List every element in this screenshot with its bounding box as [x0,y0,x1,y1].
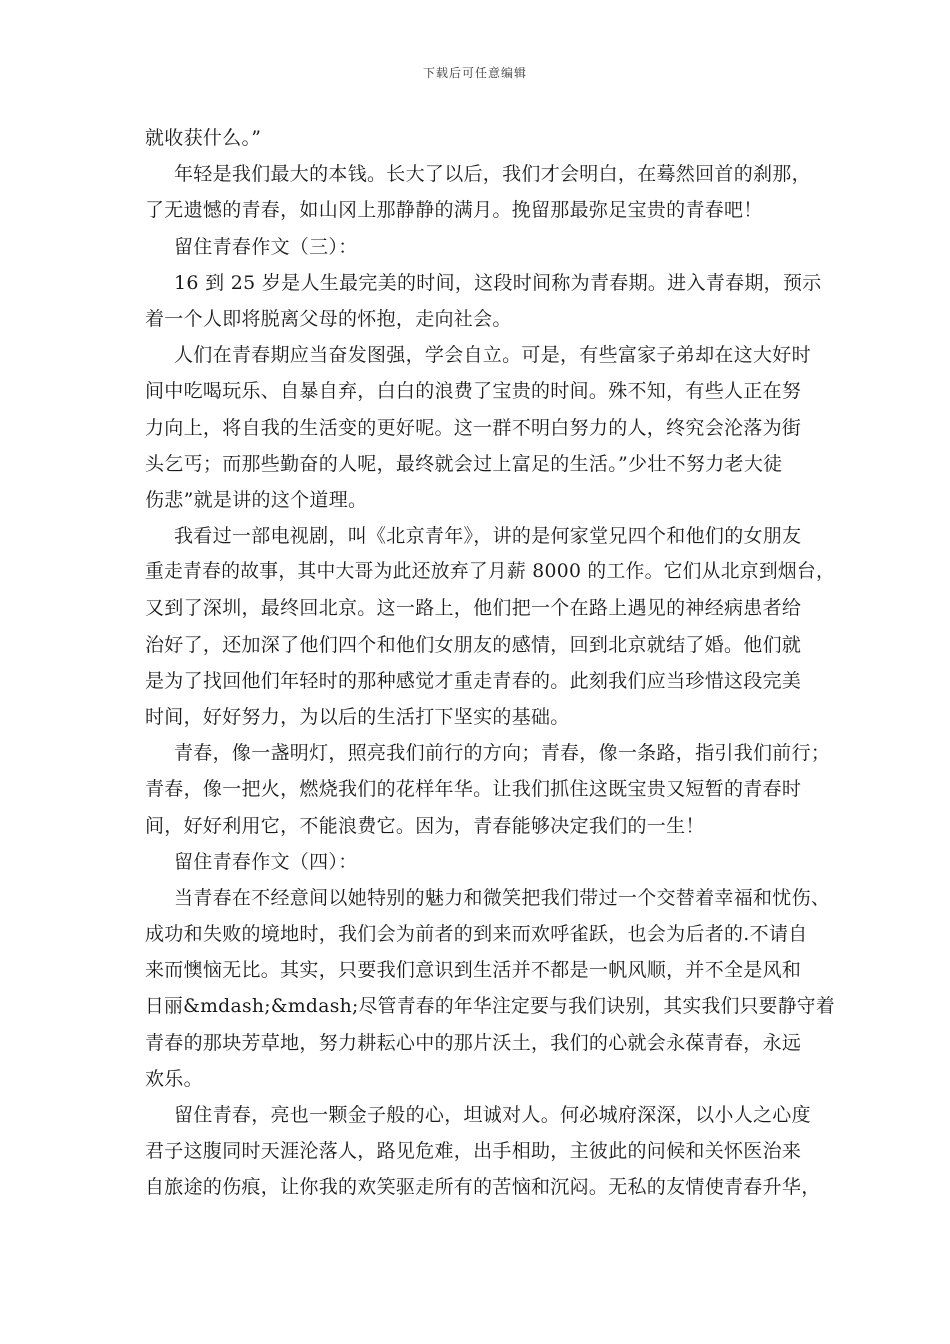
page-header: 下载后可任意编辑 [422,66,527,80]
text-line: 力向上，将自我的生活变的更好呢。这一群不明白努力的人，终究会沦落为街 [145,416,802,439]
text-line: 就收获什么。” [145,127,262,149]
text-line: 来而懊恼无比。其实，只要我们意识到生活并不都是一帆风顺，并不全是风和 [145,959,802,982]
text-line: 头乞丐；而那些勤奋的人呢，最终就会过上富足的生活。”少壮不努力老大徒 [145,452,783,475]
text-line: 留住青春作文（四）： [174,850,358,873]
text-line: 日丽&mdash;&mdash;尽管青春的年华注定要与我们诀别，其实我们只要静守着 [145,995,835,1017]
text-line: 治好了，还加深了他们四个和他们女朋友的感情，回到北京就结了婚。他们就 [145,633,802,656]
text-line: 人们在青春期应当奋发图强，学会自立。可是，有些富家子弟却在这大好时 [174,344,811,367]
text-line: 间，好好利用它，不能浪费它。因为，青春能够决定我们的一生！ [145,814,705,837]
text-line: 成功和失败的境地时，我们会为前者的到来而欢呼雀跃，也会为后者的.不请自 [145,923,808,946]
text-line: 自旅途的伤痕，让你我的欢笑驱走所有的苦恼和沉闷。无私的友情使青春升华， [145,1176,821,1199]
text-line: 着一个人即将脱离父母的怀抱，走向社会。 [145,307,512,330]
text-line: 君子这腹同时天涯沦落人，路见危难，出手相助，主彼此的问候和关怀医治来 [145,1140,802,1163]
text-line: 伤悲”就是讲的这个道理。 [145,488,368,511]
text-line: 留住青春作文（三）： [174,235,358,258]
text-line: 了无遗憾的青春，如山冈上那静静的满月。挽留那最弥足宝贵的青春吧！ [145,199,763,222]
text-line: 又到了深圳，最终回北京。这一路上，他们把一个在路上遇见的神经病患者给 [145,597,802,620]
text-line: 重走青春的故事，其中大哥为此还放弃了月薪 8000 的工作。它们从北京到烟台， [145,561,835,583]
text-line: 青春，像一把火，燃烧我们的花样年华。让我们抓住这既宝贵又短暂的青春时 [145,778,802,801]
text-line: 时间，好好努力，为以后的生活打下坚实的基础。 [145,706,570,728]
text-line: 16 到 25 岁是人生最完美的时间，这段时间称为青春期。进入青春期，预示 [174,271,822,294]
text-line: 青春，像一盏明灯，照亮我们前行的方向；青春，像一条路，指引我们前行； [174,742,831,765]
document-body [145,120,835,1206]
text-line: 我看过一部电视剧，叫《北京青年》，讲的是何家堂兄四个和他们的女朋友 [174,525,802,548]
text-line: 青春的那块芳草地，努力耕耘心中的那片沃土，我们的心就会永葆青春，永远 [145,1031,802,1054]
text-line: 间中吃喝玩乐、自暴自弃，白白的浪费了宝贵的时间。殊不知，有些人正在努 [145,380,802,403]
text-line: 留住青春，亮也一颗金子般的心，坦诚对人。何必城府深深，以小人之心度 [174,1104,811,1127]
text-line: 年轻是我们最大的本钱。长大了以后，我们才会明白，在蓦然回首的刹那， [174,163,811,186]
text-line: 当青春在不经意间以她特别的魅力和微笑把我们带过一个交替着幸福和忧伤、 [174,886,831,909]
text-line: 欢乐。 [145,1067,203,1090]
text-line: 是为了找回他们年轻时的那种感觉才重走青春的。此刻我们应当珍惜这段完美 [145,669,802,692]
